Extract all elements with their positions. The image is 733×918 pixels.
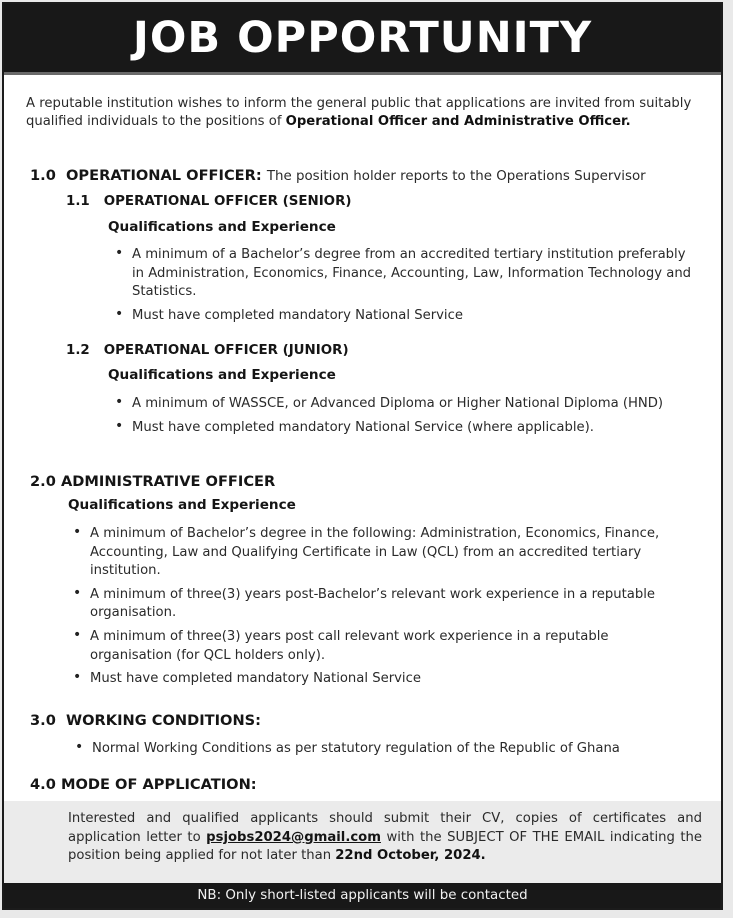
- section-3-heading: [30, 712, 261, 729]
- intro-paragraph: [26, 95, 699, 131]
- list-item: • A minimum of WASSCE, or Advanced Diploma or Higher National Diploma (HND): [132, 395, 692, 414]
- section-1-heading: [30, 167, 646, 184]
- section-3-title: WORKING CONDITIONS:: [66, 712, 262, 729]
- subsection-1-2-title: OPERATIONAL OFFICER (JUNIOR): [103, 343, 349, 358]
- section-1-number: 1.0: [30, 167, 56, 184]
- section-2-list: [90, 525, 690, 689]
- footer-note: NB: Only short-listed applicants will be contacted: [197, 888, 528, 903]
- section-2-title: ADMINISTRATIVE OFFICER: [60, 473, 276, 490]
- application-paragraph: [68, 810, 702, 866]
- application-email-link[interactable]: psjobs2024@gmail.com: [206, 829, 381, 845]
- subsection-1-1-heading: [66, 194, 352, 209]
- subsection-1-2-heading: [66, 343, 349, 358]
- section-1-title: OPERATIONAL OFFICER:: [66, 167, 262, 184]
- footer-band: [4, 883, 721, 908]
- list-item: • Must have completed mandatory National Service: [90, 670, 690, 689]
- list-item: • Normal Working Conditions as per statutory regulation of the Republic of Ghana: [92, 740, 702, 759]
- application-text-2: with the SUBJECT OF THE EMAIL indicating the position being applied for not later than: [68, 829, 703, 864]
- section-3-number: 3.0: [30, 712, 56, 729]
- intro-text: A reputable institution wishes to inform the general public that applications are invited from suitably qualified individuals to the positions of: [26, 96, 692, 129]
- application-text-1: Interested and qualified applicants should submit their CV, copies of certificates and application letter to: [68, 811, 702, 845]
- subsection-1-2-list: [132, 395, 692, 437]
- section-2-number: 2.0: [30, 473, 56, 490]
- list-item: • Must have completed mandatory National Service: [132, 307, 692, 326]
- list-item: • A minimum of three(3) years post call relevant work experience in a reputable organisation (for QCL holders only).: [90, 628, 690, 665]
- section-1-description: The position holder reports to the Operations Supervisor: [266, 169, 646, 184]
- header-band: [4, 4, 721, 75]
- subsection-1-2-number: 1.2: [66, 343, 90, 358]
- section-4-number: 4.0: [30, 776, 56, 793]
- list-item: • A minimum of three(3) years post-Bachelor’s relevant work experience in a reputable organisation.: [90, 586, 690, 623]
- section-4-title: MODE OF APPLICATION:: [60, 776, 257, 793]
- subsection-1-1-list: [132, 246, 692, 325]
- subsection-1-1-qual-heading: Qualifications and Experience: [108, 219, 336, 235]
- page-title: JOB OPPORTUNITY: [132, 13, 593, 63]
- section-3-list: [92, 740, 702, 759]
- subsection-1-2-qual-heading: Qualifications and Experience: [108, 367, 336, 383]
- section-2-heading: [30, 473, 275, 490]
- intro-positions: Operational Officer and Administrative Officer.: [285, 114, 631, 129]
- job-advert-poster: [2, 2, 723, 910]
- list-item: • Must have completed mandatory National Service (where applicable).: [132, 419, 692, 438]
- list-item: • A minimum of a Bachelor’s degree from an accredited tertiary institution preferably in Administration, Economics, Finance, Accounting, Law, Information Technology and Statistics.: [132, 246, 692, 302]
- subsection-1-1-number: 1.1: [66, 194, 90, 209]
- section-4-heading: [30, 776, 257, 793]
- subsection-1-1-title: OPERATIONAL OFFICER (SENIOR): [103, 194, 352, 209]
- list-item: • A minimum of Bachelor’s degree in the following: Administration, Economics, Finance, Accounting, Law and Qualifying Certificate in Law (QCL) from an accredited tertiary institution.: [90, 525, 690, 581]
- section-2-qual-heading: Qualifications and Experience: [68, 497, 296, 513]
- application-deadline: 22nd October, 2024.: [335, 848, 486, 864]
